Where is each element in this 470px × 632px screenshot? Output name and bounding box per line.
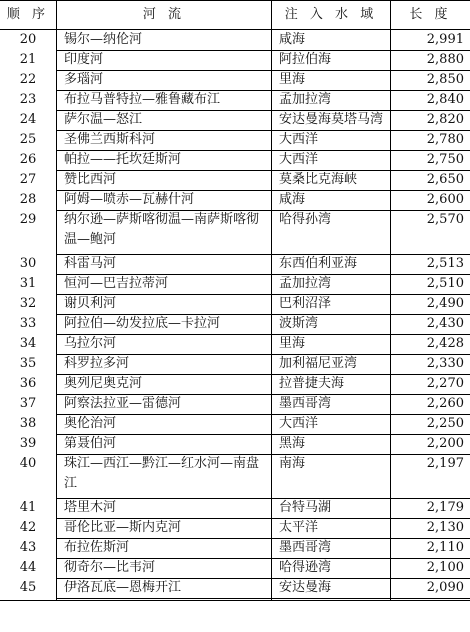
table-row — [0, 434, 470, 454]
row-number: 25 — [19, 132, 37, 147]
row-divider — [56, 598, 470, 599]
river-name: 乌拉尔河 — [64, 336, 117, 351]
row-number: 26 — [19, 152, 37, 167]
header-order: 顺 序 — [6, 7, 50, 22]
row-number: 39 — [19, 436, 37, 451]
row-number: 45 — [19, 580, 37, 595]
row-number: 22 — [19, 72, 37, 87]
table-row — [0, 210, 470, 254]
river-length: 2,650 — [426, 172, 464, 187]
river-length: 2,179 — [426, 500, 464, 515]
header-sea: 注 入 水 域 — [284, 7, 378, 22]
outflow-waters: 波斯湾 — [279, 316, 319, 331]
river-name: 哥伦比亚—斯内克河 — [64, 520, 182, 535]
river-name: 彻奇尔—比韦河 — [64, 560, 156, 575]
header-river: 河 流 — [142, 7, 186, 22]
table-row — [0, 558, 470, 578]
outflow-waters: 孟加拉湾 — [279, 276, 332, 291]
river-length: 2,110 — [426, 540, 464, 555]
river-length: 2,750 — [426, 152, 464, 167]
table-row — [0, 170, 470, 190]
table-row — [0, 498, 470, 518]
river-length: 2,490 — [426, 296, 464, 311]
table-row — [0, 538, 470, 558]
outflow-waters: 安达曼海莫塔马湾 — [279, 112, 384, 127]
row-number: 41 — [19, 500, 37, 515]
outflow-waters: 拉普捷夫海 — [279, 376, 345, 391]
river-length: 2,991 — [426, 32, 464, 47]
outflow-waters: 阿拉伯海 — [279, 52, 332, 67]
row-number: 32 — [19, 296, 37, 311]
outflow-waters: 大西洋 — [279, 416, 319, 431]
row-number: 21 — [19, 52, 37, 67]
outflow-waters: 咸海 — [279, 32, 306, 47]
outflow-waters: 墨西哥湾 — [279, 396, 332, 411]
table-row — [0, 190, 470, 210]
river-length: 2,570 — [426, 212, 464, 227]
river-name: 多瑙河 — [64, 72, 104, 87]
outflow-waters: 里海 — [279, 336, 306, 351]
table-row — [0, 314, 470, 334]
river-name: 科罗拉多河 — [64, 356, 130, 371]
outflow-waters: 大西洋 — [279, 132, 319, 147]
river-name: 科雷马河 — [64, 256, 117, 271]
table-row — [0, 394, 470, 414]
river-name: 赞比西河 — [64, 172, 117, 187]
table-row — [0, 334, 470, 354]
column-divider — [56, 0, 57, 600]
table-row — [0, 294, 470, 314]
river-name: 帕拉——托坎廷斯河 — [64, 152, 182, 167]
river-name: 谢贝利河 — [64, 296, 117, 311]
row-number: 29 — [19, 212, 37, 227]
outflow-waters: 南海 — [279, 456, 306, 471]
river-name: 奥列尼奥克河 — [64, 376, 143, 391]
river-name: 珠江—西江—黔江—红水河—南盘江 — [64, 456, 260, 491]
row-number: 31 — [19, 276, 37, 291]
row-number: 43 — [19, 540, 37, 555]
river-name: 布拉马普特拉—雅鲁藏布江 — [64, 92, 221, 107]
row-number: 37 — [19, 396, 37, 411]
river-length: 2,270 — [426, 376, 464, 391]
river-length: 2,090 — [426, 580, 464, 595]
table-row — [0, 150, 470, 170]
river-length: 2,430 — [426, 316, 464, 331]
river-name: 伊洛瓦底—恩梅开江 — [64, 580, 182, 595]
table-row — [0, 578, 470, 598]
river-length: 2,510 — [426, 276, 464, 291]
river-name: 萨尔温—怒江 — [64, 112, 143, 127]
river-length: 2,780 — [426, 132, 464, 147]
row-number: 20 — [19, 32, 37, 47]
river-length: 2,513 — [426, 256, 464, 271]
river-length: 2,880 — [426, 52, 464, 67]
outflow-waters: 孟加拉湾 — [279, 92, 332, 107]
table-bottom-rule — [0, 600, 470, 601]
table-header — [0, 0, 470, 30]
outflow-waters: 大西洋 — [279, 152, 319, 167]
table-row — [0, 130, 470, 150]
river-length: 2,850 — [426, 72, 464, 87]
river-length: 2,600 — [426, 192, 464, 207]
river-name: 锡尔—纳伦河 — [64, 32, 143, 47]
table-row — [0, 110, 470, 130]
river-name: 阿姆—喷赤—瓦赫什河 — [64, 192, 195, 207]
table-row — [0, 518, 470, 538]
column-divider — [390, 0, 391, 600]
outflow-waters: 哈得逊湾 — [279, 560, 332, 575]
outflow-waters: 莫桑比克海峡 — [279, 172, 358, 187]
outflow-waters: 太平洋 — [279, 520, 319, 535]
table-row — [0, 70, 470, 90]
row-number: 35 — [19, 356, 37, 371]
river-length: 2,197 — [426, 456, 464, 471]
table-row — [0, 50, 470, 70]
row-number: 36 — [19, 376, 37, 391]
river-length: 2,330 — [426, 356, 464, 371]
river-name: 奥伦治河 — [64, 416, 117, 431]
outflow-waters: 咸海 — [279, 192, 306, 207]
river-length: 2,820 — [426, 112, 464, 127]
table-row — [0, 414, 470, 434]
row-number: 42 — [19, 520, 37, 535]
outflow-waters: 黑海 — [279, 436, 306, 451]
table-row — [0, 30, 470, 50]
river-length: 2,250 — [426, 416, 464, 431]
table-row — [0, 254, 470, 274]
outflow-waters: 巴利沼泽 — [279, 296, 332, 311]
row-number: 33 — [19, 316, 37, 331]
outflow-waters: 东西伯利亚海 — [279, 256, 358, 271]
river-name: 印度河 — [64, 52, 104, 67]
table-row — [0, 454, 470, 498]
river-length: 2,200 — [426, 436, 464, 451]
outflow-waters: 哈得孙湾 — [279, 212, 332, 227]
river-name: 塔里木河 — [64, 500, 117, 515]
table-row — [0, 374, 470, 394]
river-name: 第聂伯河 — [64, 436, 117, 451]
river-length: 2,260 — [426, 396, 464, 411]
row-number: 30 — [19, 256, 37, 271]
column-divider — [271, 0, 272, 600]
row-number: 27 — [19, 172, 37, 187]
row-number: 34 — [19, 336, 37, 351]
table-row — [0, 90, 470, 110]
river-name: 阿察法拉亚—雷德河 — [64, 396, 182, 411]
river-length: 2,130 — [426, 520, 464, 535]
outflow-waters: 加利福尼亚湾 — [279, 356, 358, 371]
river-length: 2,840 — [426, 92, 464, 107]
river-length: 2,100 — [426, 560, 464, 575]
river-name: 布拉佐斯河 — [64, 540, 130, 555]
river-name: 恒河—巴吉拉蒂河 — [64, 276, 169, 291]
row-number: 23 — [19, 92, 37, 107]
header-length: 长 度 — [409, 7, 452, 22]
river-name: 纳尔逊—萨斯喀彻温—南萨斯喀彻温—鲍河 — [64, 212, 260, 247]
river-length: 2,428 — [426, 336, 464, 351]
outflow-waters: 里海 — [279, 72, 306, 87]
row-number: 24 — [19, 112, 37, 127]
row-number: 28 — [19, 192, 37, 207]
row-number: 44 — [19, 560, 37, 575]
outflow-waters: 安达曼海 — [279, 580, 332, 595]
row-number: 40 — [19, 456, 37, 471]
outflow-waters: 台特马湖 — [279, 500, 332, 515]
outflow-waters: 墨西哥湾 — [279, 540, 332, 555]
river-name: 阿拉伯—幼发拉底—卡拉河 — [64, 316, 221, 331]
table-row — [0, 354, 470, 374]
table-row — [0, 274, 470, 294]
row-number: 38 — [19, 416, 37, 431]
river-name: 圣佛兰西斯科河 — [64, 132, 156, 147]
